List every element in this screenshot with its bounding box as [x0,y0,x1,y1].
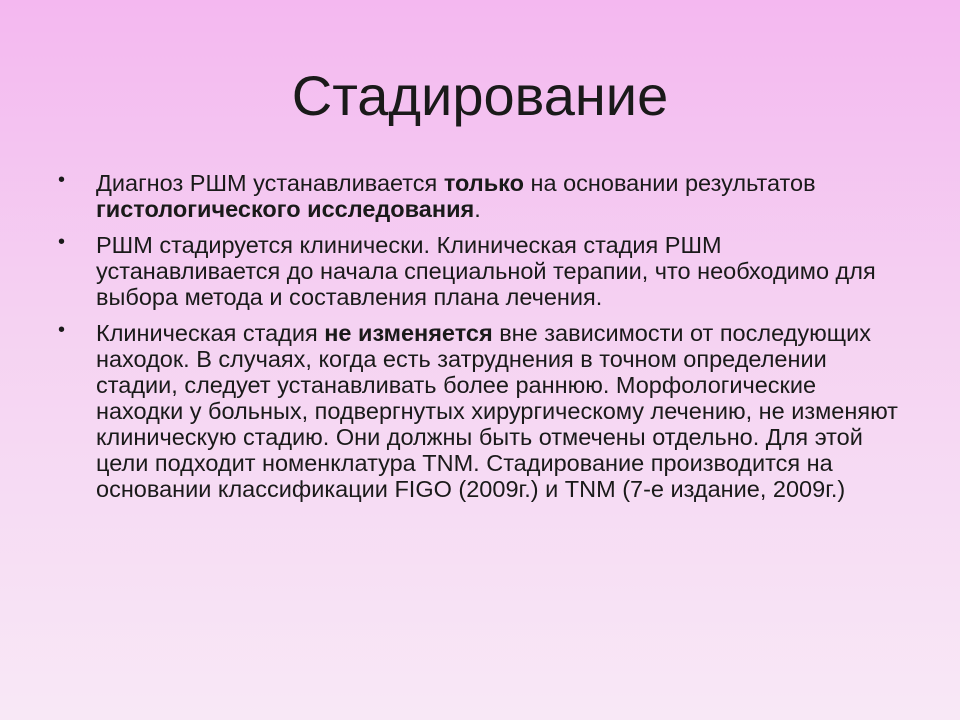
text-run: РШМ стадируется клинически. Клиническая стадия РШМ устанавливается до начала специальной терапии, что необходимо для выбора метода и составления плана лечения. [96,232,876,310]
bullet-item-diagnosis [58,170,898,222]
bullet-marker: • [58,231,66,253]
text-run-bold: не изменяется [324,320,493,346]
text-run: на основании результатов [523,170,816,196]
bullet-item-stage-unchanged [58,320,898,502]
bullet-text [96,320,898,502]
text-run: . [474,196,481,222]
text-run: вне зависимости от последующих находок. В случаях, когда есть затруднения в точном определении стадии, следует устанавливать более раннюю. Морфологические находки у больных, подвергнутых хирургическому лечению, не изменяют клиническую стадию. Они должны быть отмечены отдельно. Для этой цели подходит номенклатура TNM. Стадирование производится на основании классификации FIGO (2009г.) и TNM (7-е издание, 2009г.) [96,320,898,502]
bullet-item-clinical-staging [58,232,898,310]
slide-title: Стадирование [291,64,669,127]
text-run: Диагноз РШМ устанавливается [96,170,444,196]
text-run-bold: гистологического исследования [96,196,475,222]
bullet-text [96,232,876,310]
text-run: Клиническая стадия [96,320,325,346]
text-run-bold: только [443,170,524,196]
bullet-marker: • [58,169,66,191]
bullet-marker: • [58,319,66,341]
bullet-list [58,170,898,512]
bullet-text [96,170,816,222]
